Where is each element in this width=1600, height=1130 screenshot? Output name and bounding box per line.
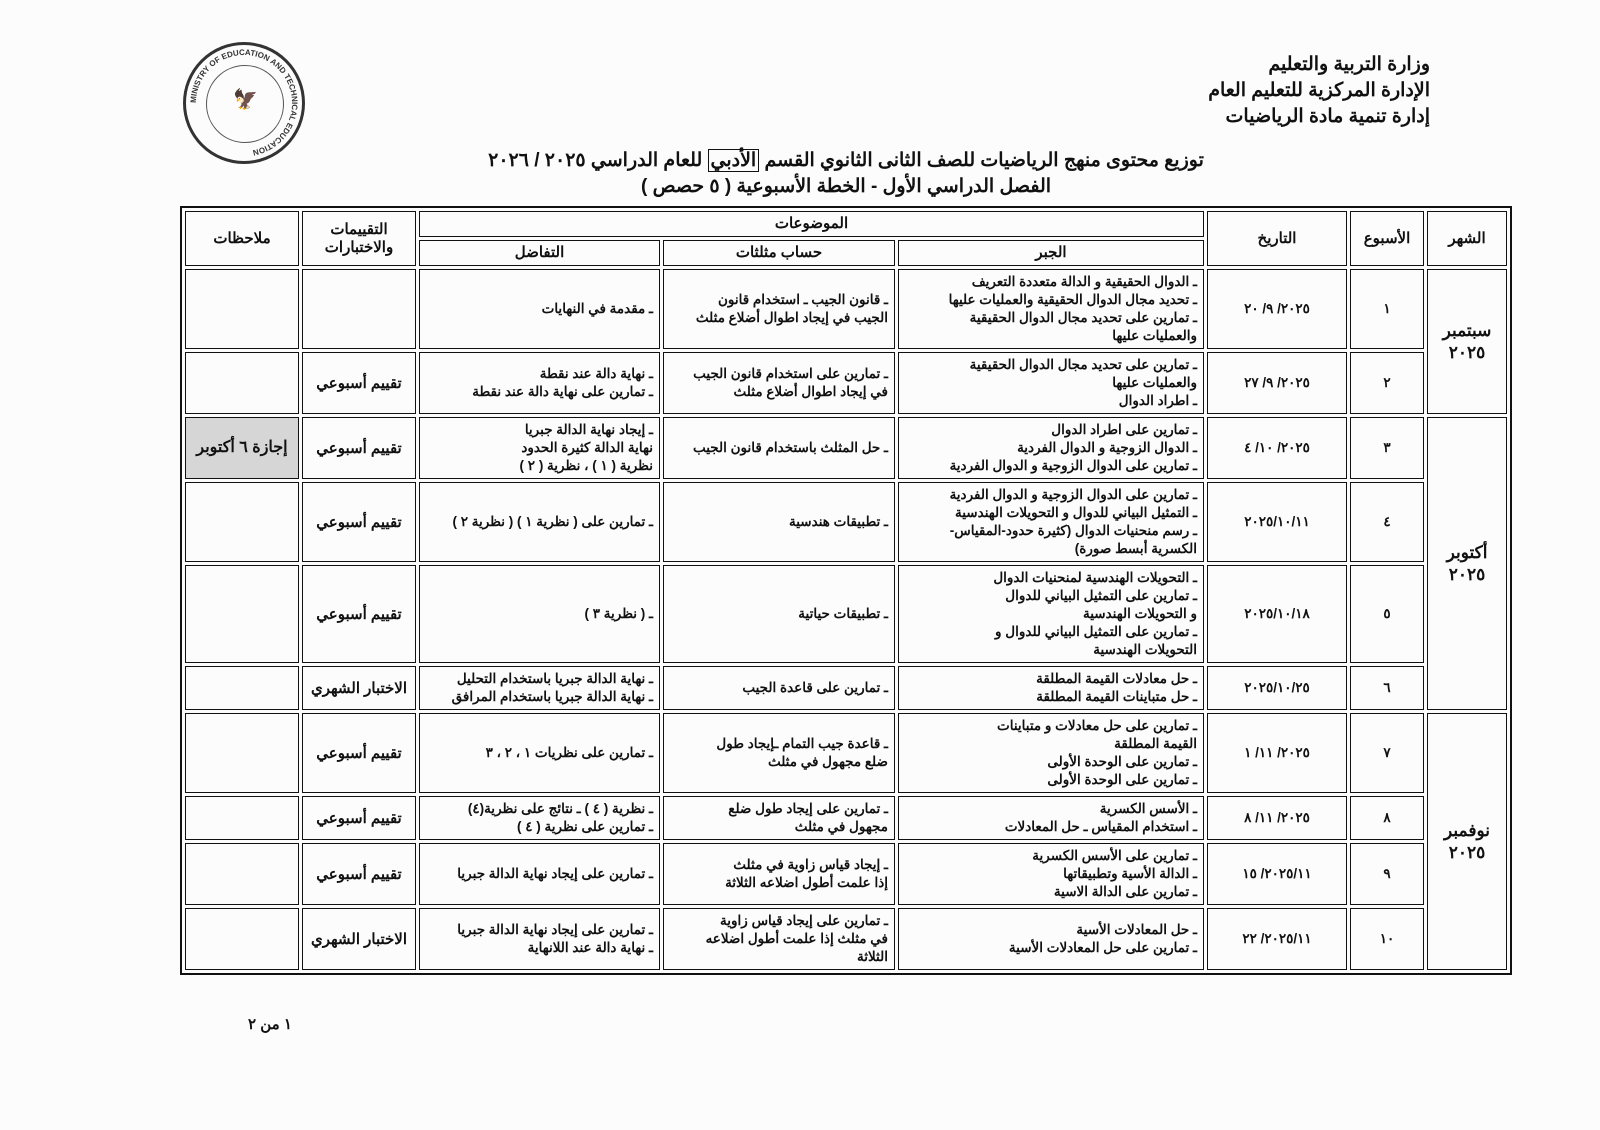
table-row: [185, 908, 1507, 970]
curriculum-table: [180, 206, 1512, 975]
topic-line: نهاية الدالة كثيرة الحدود: [521, 440, 653, 455]
calculus-cell: [419, 843, 660, 905]
algebra-cell: [898, 482, 1204, 562]
algebra-cell: [898, 417, 1204, 479]
topic-line: ـ الدالة الأسية وتطبيقاتها: [1063, 866, 1197, 881]
topic-line: ـ تحديد مجال الدوال الحقيقية والعمليات عليها: [948, 292, 1197, 307]
topic-line: ـ تمارين على الدالة الاسية: [1053, 884, 1197, 899]
date-cell: ٢٠٢٥/١٠/١١: [1207, 482, 1347, 562]
table-row: [185, 352, 1507, 414]
topic-line: ـ نهاية دالة عند اللانهاية: [527, 940, 653, 955]
week-cell: ٢: [1350, 352, 1424, 414]
topic-line: ـ تمارين على الدوال الزوجية و الدوال الفردية: [949, 487, 1197, 502]
topic-line: ـ تمارين على التمثيل البياني للدوال و: [995, 624, 1197, 639]
date-cell: ٢٠٢٥/ ٩/ ٢٧: [1207, 352, 1347, 414]
header-line: إدارة تنمية مادة الرياضيات: [1225, 106, 1430, 127]
topic-line: ـ تمارين على نهاية دالة عند نقطة: [472, 384, 653, 399]
date-cell: ٢٠٢٥/١٠/١٨: [1207, 565, 1347, 663]
topic-line: ـ إيجاد نهاية الدالة جبريا: [524, 422, 653, 437]
date-cell: ٢٠٢٥/ ١٠/ ٤: [1207, 417, 1347, 479]
topic-line: ـ حل المعادلات الأسية: [1076, 922, 1197, 937]
week-cell: ٩: [1350, 843, 1424, 905]
topic-line: ـ الأسس الكسرية: [1099, 801, 1197, 816]
week-cell: ٣: [1350, 417, 1424, 479]
topic-line: ـ نهاية دالة عند نقطة: [539, 366, 653, 381]
notes-cell: إجازة ٦ أكتوبر: [185, 417, 299, 479]
topic-line: ـ استخدام المقياس ـ حل المعادلات: [1004, 819, 1197, 834]
topic-line: ـ تمارين على تحديد مجال الدوال الحقيقية: [969, 357, 1197, 372]
algebra-cell: [898, 843, 1204, 905]
topic-line: ـ رسم منحنيات الدوال (كثيرة حدود-المقياس-: [949, 523, 1197, 538]
algebra-cell: [898, 269, 1204, 349]
week-cell: ١٠: [1350, 908, 1424, 970]
table-row: [185, 843, 1507, 905]
trig-cell: [663, 713, 895, 793]
assessment-cell: تقييم أسبوعي: [302, 417, 416, 479]
col-week: الأسبوع: [1350, 211, 1424, 266]
notes-cell: [185, 666, 299, 710]
topic-line: ـ التحويلات الهندسية لمنحنيات الدوال: [993, 570, 1197, 585]
algebra-cell: [898, 666, 1204, 710]
date-cell: ٢٠٢٥/ ٩/ ٢٠: [1207, 269, 1347, 349]
assessment-cell: تقييم أسبوعي: [302, 565, 416, 663]
topic-line: في مثلث إذا علمت أطول اضلاعه: [705, 931, 888, 946]
topic-line: ـ تمارين على ( نظرية ١ ) ( نظرية ٢ ): [452, 514, 653, 529]
week-cell: ٨: [1350, 796, 1424, 840]
table-row: [185, 417, 1507, 479]
ministry-header: [1208, 52, 1430, 130]
page-number: ١ من ٢: [248, 1016, 292, 1033]
topic-line: ـ إيجاد قياس زاوية في مثلث: [733, 857, 888, 872]
topic-line: الكسرية أبسط صورة): [1074, 541, 1197, 556]
table-row: [185, 666, 1507, 710]
topic-line: ـ نهاية الدالة جبريا باستخدام المرافق: [451, 689, 653, 704]
calculus-cell: [419, 352, 660, 414]
week-cell: ٥: [1350, 565, 1424, 663]
page-subtitle: الفصل الدراسي الأول - الخطة الأسبوعية ( ٥ حصص ): [640, 176, 1052, 197]
header-line: الإدارة المركزية للتعليم العام: [1208, 80, 1430, 101]
trig-cell: [663, 417, 895, 479]
date-cell: ٢٠٢٥/١١/ ١٥: [1207, 843, 1347, 905]
trig-cell: [663, 269, 895, 349]
algebra-cell: [898, 908, 1204, 970]
topic-line: ـ تمارين على نظريات ١ ، ٢ ، ٣: [485, 745, 653, 760]
notes-cell: [185, 908, 299, 970]
topic-line: ـ قانون الجيب ـ استخدام قانون: [717, 292, 888, 307]
assessment-cell: تقييم أسبوعي: [302, 843, 416, 905]
topic-line: ـ تمارين على الوحدة الأولى: [1047, 754, 1197, 769]
topic-line: ضلع مجهول في مثلث: [767, 754, 888, 769]
topic-line: ـ تمارين على الأسس الكسرية: [1032, 848, 1197, 863]
topic-line: القيمة المطلقة: [1114, 736, 1197, 751]
table-row: [185, 796, 1507, 840]
assessment-cell: تقييم أسبوعي: [302, 352, 416, 414]
notes-cell: [185, 565, 299, 663]
table-row: [185, 482, 1507, 562]
topic-line: ـ اطراد الدوال: [1118, 393, 1197, 408]
ministry-logo: [183, 42, 305, 164]
algebra-cell: [898, 796, 1204, 840]
topic-line: نظرية ( ١ ) ، نظرية ( ٢ ): [519, 458, 653, 473]
calculus-cell: [419, 796, 660, 840]
algebra-cell: [898, 565, 1204, 663]
topic-line: ـ التمثيل البياني للدوال و التحويلات الهندسية: [955, 505, 1197, 520]
col-calculus: التفاضل: [419, 240, 660, 266]
topic-line: ـ تطبيقات حياتية: [798, 606, 888, 621]
week-cell: ٦: [1350, 666, 1424, 710]
topic-line: ـ تمارين على إيجاد نهاية الدالة جبريا: [457, 866, 653, 881]
topic-line: الثلاثة: [857, 949, 888, 964]
calculus-cell: [419, 565, 660, 663]
topic-line: ـ تمارين على التمثيل البياني للدوال: [1005, 588, 1197, 603]
topic-line: ـ تمارين على نظرية ( ٤ ): [516, 819, 653, 834]
topic-line: ـ تمارين على قاعدة الجيب: [742, 680, 888, 695]
topic-line: مجهول في مثلث: [794, 819, 888, 834]
notes-cell: [185, 843, 299, 905]
topic-line: ـ حل متباينات القيمة المطلقة: [1036, 689, 1197, 704]
topic-line: ـ تمارين على الدوال الزوجية و الدوال الفردية: [949, 458, 1197, 473]
topic-line: ـ نظرية ( ٤ ) ـ نتائج على نظرية(٤): [467, 801, 653, 816]
date-cell: ٢٠٢٥/١٠/٢٥: [1207, 666, 1347, 710]
assessment-cell: تقييم أسبوعي: [302, 796, 416, 840]
date-cell: ٢٠٢٥/ ١١/ ١: [1207, 713, 1347, 793]
algebra-cell: [898, 713, 1204, 793]
header-line: وزارة التربية والتعليم: [1268, 54, 1430, 75]
topic-line: ـ تمارين على تحديد مجال الدوال الحقيقية: [969, 310, 1197, 325]
topic-line: ـ مقدمة في النهايات: [541, 301, 653, 316]
topic-line: ـ تمارين على الوحدة الأولى: [1047, 772, 1197, 787]
topic-line: ـ تمارين على إيجاد قياس زاوية: [720, 913, 888, 928]
topic-line: ـ تمارين على اطراد الدوال: [1051, 422, 1197, 437]
notes-cell: [185, 713, 299, 793]
topic-line: ـ تمارين على استخدام قانون الجيب: [693, 366, 888, 381]
calculus-cell: [419, 269, 660, 349]
topic-line: التحويلات الهندسية: [1093, 642, 1197, 657]
svg-text:MINISTRY OF EDUCATION AND TECH: MINISTRY OF EDUCATION AND TECHNICAL EDUCATION: [188, 47, 300, 158]
topic-line: ـ تمارين على إيجاد طول ضلع: [728, 801, 888, 816]
topic-line: ـ قاعدة جيب التمام ـإيجاد طول: [716, 736, 888, 751]
col-month: الشهر: [1427, 211, 1507, 266]
topic-line: ـ ( نظرية ٣ ): [584, 606, 653, 621]
trig-cell: [663, 666, 895, 710]
topic-line: في إيجاد اطوال أضلاع مثلث: [733, 384, 888, 399]
topic-line: والعمليات عليها: [1112, 375, 1197, 390]
assessment-cell: تقييم أسبوعي: [302, 713, 416, 793]
notes-cell: [185, 352, 299, 414]
col-topics: الموضوعات: [419, 211, 1204, 237]
trig-cell: [663, 482, 895, 562]
assessment-cell: الاختبار الشهري: [302, 666, 416, 710]
month-cell: نوفمبر ٢٠٢٥: [1427, 713, 1507, 970]
topic-line: ـ حل معادلات القيمة المطلقة: [1036, 671, 1197, 686]
topic-line: ـ حل المثلث باستخدام قانون الجيب: [692, 440, 888, 455]
col-algebra: الجبر: [898, 240, 1204, 266]
week-cell: ٧: [1350, 713, 1424, 793]
table-row: [185, 713, 1507, 793]
assessment-cell: تقييم أسبوعي: [302, 482, 416, 562]
topic-line: ـ تمارين على حل معادلات و متباينات: [997, 718, 1197, 733]
notes-cell: [185, 482, 299, 562]
week-cell: ١: [1350, 269, 1424, 349]
date-cell: ٢٠٢٥/ ١١/ ٨: [1207, 796, 1347, 840]
assessment-cell: [302, 269, 416, 349]
col-trig: حساب مثلثات: [663, 240, 895, 266]
trig-cell: [663, 796, 895, 840]
col-assessments: التقييمات والاختبارات: [302, 211, 416, 266]
notes-cell: [185, 796, 299, 840]
trig-cell: [663, 565, 895, 663]
topic-line: ـ الدوال الحقيقية و الدالة متعددة التعريف: [971, 274, 1197, 289]
calculus-cell: [419, 713, 660, 793]
topic-line: ـ تطبيقات هندسية: [789, 514, 888, 529]
table-row: [185, 269, 1507, 349]
topic-line: ـ تمارين على إيجاد نهاية الدالة جبريا: [457, 922, 653, 937]
table-row: [185, 565, 1507, 663]
trig-cell: [663, 352, 895, 414]
assessment-cell: الاختبار الشهري: [302, 908, 416, 970]
trig-cell: [663, 843, 895, 905]
topic-line: إذا علمت أطول اضلاعه الثلاثة: [725, 875, 888, 890]
calculus-cell: [419, 482, 660, 562]
date-cell: ٢٠٢٥/١١/ ٢٢: [1207, 908, 1347, 970]
topic-line: و التحويلات الهندسية: [1082, 606, 1197, 621]
topic-line: ـ الدوال الزوجية و الدوال الفردية: [1017, 440, 1197, 455]
trig-cell: [663, 908, 895, 970]
page-title: توزيع محتوى منهج الرياضيات للصف الثانى الثانوي القسم الأدبي للعام الدراسي ٢٠٢٥ / ٢٠٢٦: [488, 150, 1204, 171]
calculus-cell: [419, 666, 660, 710]
calculus-cell: [419, 908, 660, 970]
month-cell: سبتمبر ٢٠٢٥: [1427, 269, 1507, 414]
calculus-cell: [419, 417, 660, 479]
eagle-emblem-icon: 🦅: [233, 89, 258, 111]
topic-line: ـ تمارين على حل المعادلات الأسية: [1008, 940, 1197, 955]
notes-cell: [185, 269, 299, 349]
topic-line: والعمليات عليها: [1112, 328, 1197, 343]
col-notes: ملاحظات: [185, 211, 299, 266]
week-cell: ٤: [1350, 482, 1424, 562]
col-date: التاريخ: [1207, 211, 1347, 266]
month-cell: أكتوبر ٢٠٢٥: [1427, 417, 1507, 710]
topic-line: ـ نهاية الدالة جبريا باستخدام التحليل: [456, 671, 653, 686]
algebra-cell: [898, 352, 1204, 414]
topic-line: الجيب في إيجاد اطوال أضلاع مثلث: [695, 310, 888, 325]
